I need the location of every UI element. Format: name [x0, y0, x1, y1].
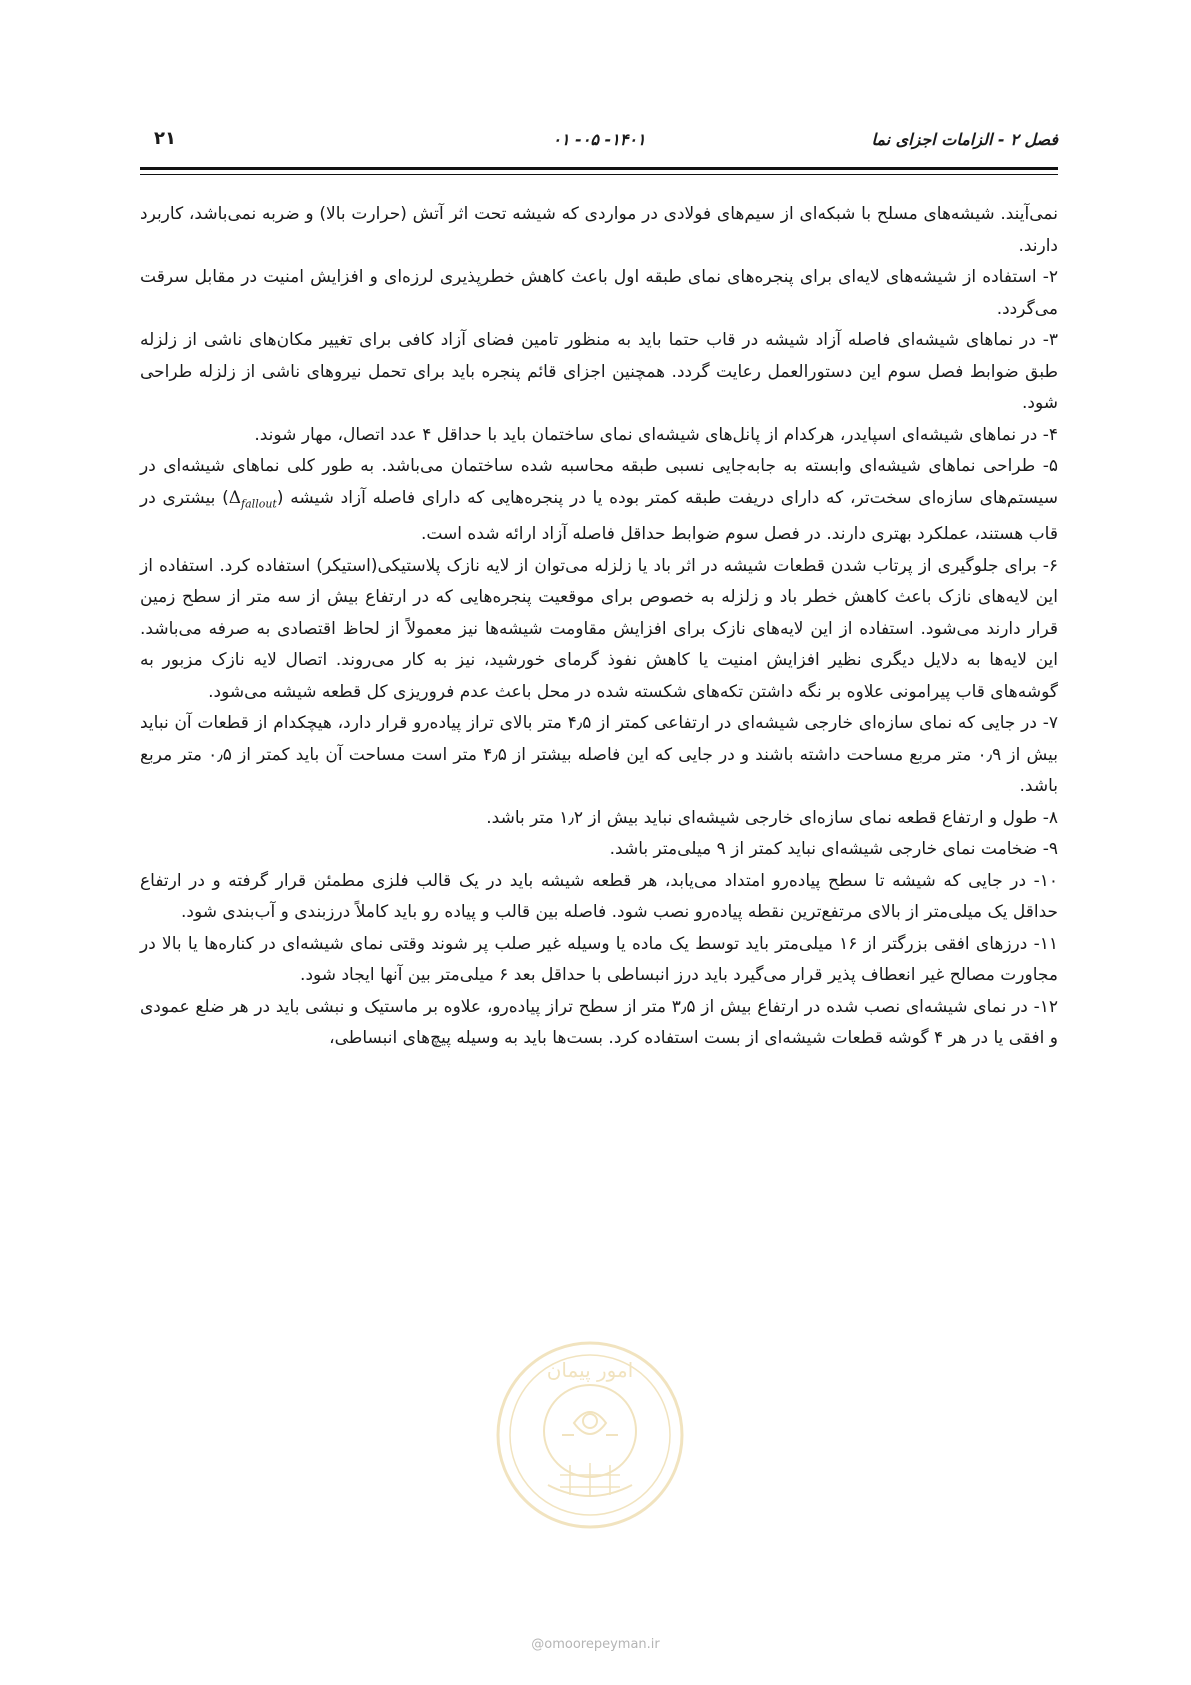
delta-glyph: Δ: [228, 487, 242, 508]
page-header: [140, 120, 1058, 160]
document-body: [140, 199, 1058, 1055]
watermark-text: امور پیمان: [546, 1358, 634, 1382]
footer-website: @omoorepeyman.ir: [531, 1637, 660, 1652]
paragraph-1: نمی‌آیند. شیشه‌های مسلح با شبکه‌ای از سیم‌های فولادی در مواردی که شیشه تحت اثر آتش (حرارت بالا) و ضربه نمی‌باشد، کاربرد دارند.: [140, 204, 1058, 256]
watermark-seal: [490, 1335, 690, 1535]
paragraph-6: ۶- برای جلوگیری از پرتاب شدن قطعات شیشه در اثر باد یا زلزله می‌توان از لایه نازک پلاستیکی(استیکر) استفاده کرد. استفاده از این لایه‌های نازک باعث کاهش خطر باد و زلزله به خصوص برای موقعیت پنجره‌هایی که در ارتفاع بیش از سه متر از سطح زمین قرار دارند می‌شود. استفاده از این لایه‌های نازک برای افزایش مقاومت شیشه‌ها نیز معمولاً از لحاظ اقتصادی به صرفه می‌باشد. این لایه‌ها به دلایل دیگری نظیر افزایش امنیت یا کاهش نفوذ گرمای خورشید، نیز به کار می‌روند. اتصال لایه نازک مزبور به گوشه‌های قاب پیرامونی علاوه بر نگه داشتن تکه‌های شکسته شده در محل باعث عدم فروریزی کل قطعه شیشه می‌شود.: [140, 555, 1058, 702]
paragraph-8: ۸- طول و ارتفاع قطعه نمای سازه‌ای خارجی شیشه‌ای نباید بیش از ۱٫۲ متر باشد.: [486, 807, 1058, 828]
seal-logo-icon: [490, 1335, 690, 1535]
delta-subscript: fallout: [241, 496, 277, 510]
document-date: ۰۱ -۰۵ -۱۴۰۱: [552, 130, 646, 149]
header-rule-thin: [140, 174, 1058, 175]
paragraph-11: ۱۱- درزهای افقی بزرگتر از ۱۶ میلی‌متر باید توسط یک ماده یا وسیله غیر صلب پر شوند وقتی نمای شیشه‌ای در کناره‌ها یا بالا در مجاورت مصالح غیر انعطاف پذیر قرار می‌گیرد باید درز انبساطی با حداقل بعد ۶ میلی‌متر بین آنها ایجاد شود.: [140, 933, 1059, 986]
paragraph-3: ۳- در نماهای شیشه‌ای فاصله آزاد شیشه در قاب حتما باید به منظور تامین فضای آزاد کافی برای تغییر مکان‌های ناشی از زلزله طبق ضوابط فصل سوم این دستورالعمل رعایت گردد. همچنین اجزای قائم پنجره باید برای تحمل نیروهای ناشی از زلزله طراحی شود.: [140, 330, 1058, 413]
header-rule-thick: [140, 167, 1058, 170]
page-number: ۲۱: [154, 128, 176, 149]
paragraph-5: [140, 451, 1058, 551]
paragraph-2: ۲- استفاده از شیشه‌های لایه‌ای برای پنجره‌های نمای طبقه اول باعث کاهش خطرپذیری لرزه‌ای و افزایش امنیت در مقابل سرقت می‌گردد.: [140, 267, 1058, 319]
paragraph-9: ۹- ضخامت نمای خارجی شیشه‌ای نباید کمتر از ۹ میلی‌متر باشد.: [609, 839, 1058, 860]
chapter-title: فصل ۲ - الزامات اجزای نما: [871, 130, 1058, 149]
paragraph-5-text-b: ) بیشتری در قاب هستند، عملکرد بهتری دارند. در فصل سوم ضوابط حداقل فاصله آزاد ارائه شده است.: [140, 487, 1058, 545]
paragraph-12: ۱۲- در نمای شیشه‌ای نصب شده در ارتفاع بیش از ۳٫۵ متر از سطح تراز پیاده‌رو، علاوه بر ماستیک و نبشی باید در هر ضلع عمودی و افقی یا در هر ۴ گوشه قطعات شیشه‌ای از بست استفاده کرد. بست‌ها باید به وسیله پیچ‌های انبساطی،: [140, 996, 1058, 1049]
paragraph-10: ۱۰- در جایی که شیشه تا سطح پیاده‌رو امتداد می‌یابد، هر قطعه شیشه باید در یک قالب فلزی مطمئن قرار گرفته و در ارتفاع حداقل یک میلی‌متر از بالای مرتفع‌ترین نقطه پیاده‌رو نصب شود. فاصله بین قالب و پیاده رو باید کاملاً درزبندی و آب‌بندی شود.: [140, 870, 1058, 923]
paragraph-5-text-a: ۵- طراحی نماهای شیشه‌ای وابسته به جابه‌جایی نسبی طبقه محاسبه شده ساختمان می‌باشد. به طور کلی نماهای شیشه‌ای در سیستم‌های سازه‌ای سخت‌تر، که دارای دریفت طبقه کمتر بوده یا در پنجره‌هایی که دارای فاصله آزاد شیشه (: [140, 456, 1059, 508]
paragraph-4: ۴- در نماهای شیشه‌ای اسپایدر، هرکدام از پانل‌های شیشه‌ای نمای ساختمان باید با حداقل ۴ عدد اتصال، مهار شوند.: [254, 424, 1058, 445]
paragraph-7: ۷- در جایی که نمای سازه‌ای خارجی شیشه‌ای در ارتفاعی کمتر از ۴٫۵ متر بالای تراز پیاده‌رو قرار دارد، هیچکدام از قطعات آن نباید بیش از ۰٫۹ متر مربع مساحت داشته باشند و در جایی که این فاصله بیشتر از ۴٫۵ متر است مساحت آن باید کمتر از ۰٫۵ متر مربع باشد.: [140, 713, 1059, 797]
delta-fallout-symbol: [229, 483, 277, 520]
